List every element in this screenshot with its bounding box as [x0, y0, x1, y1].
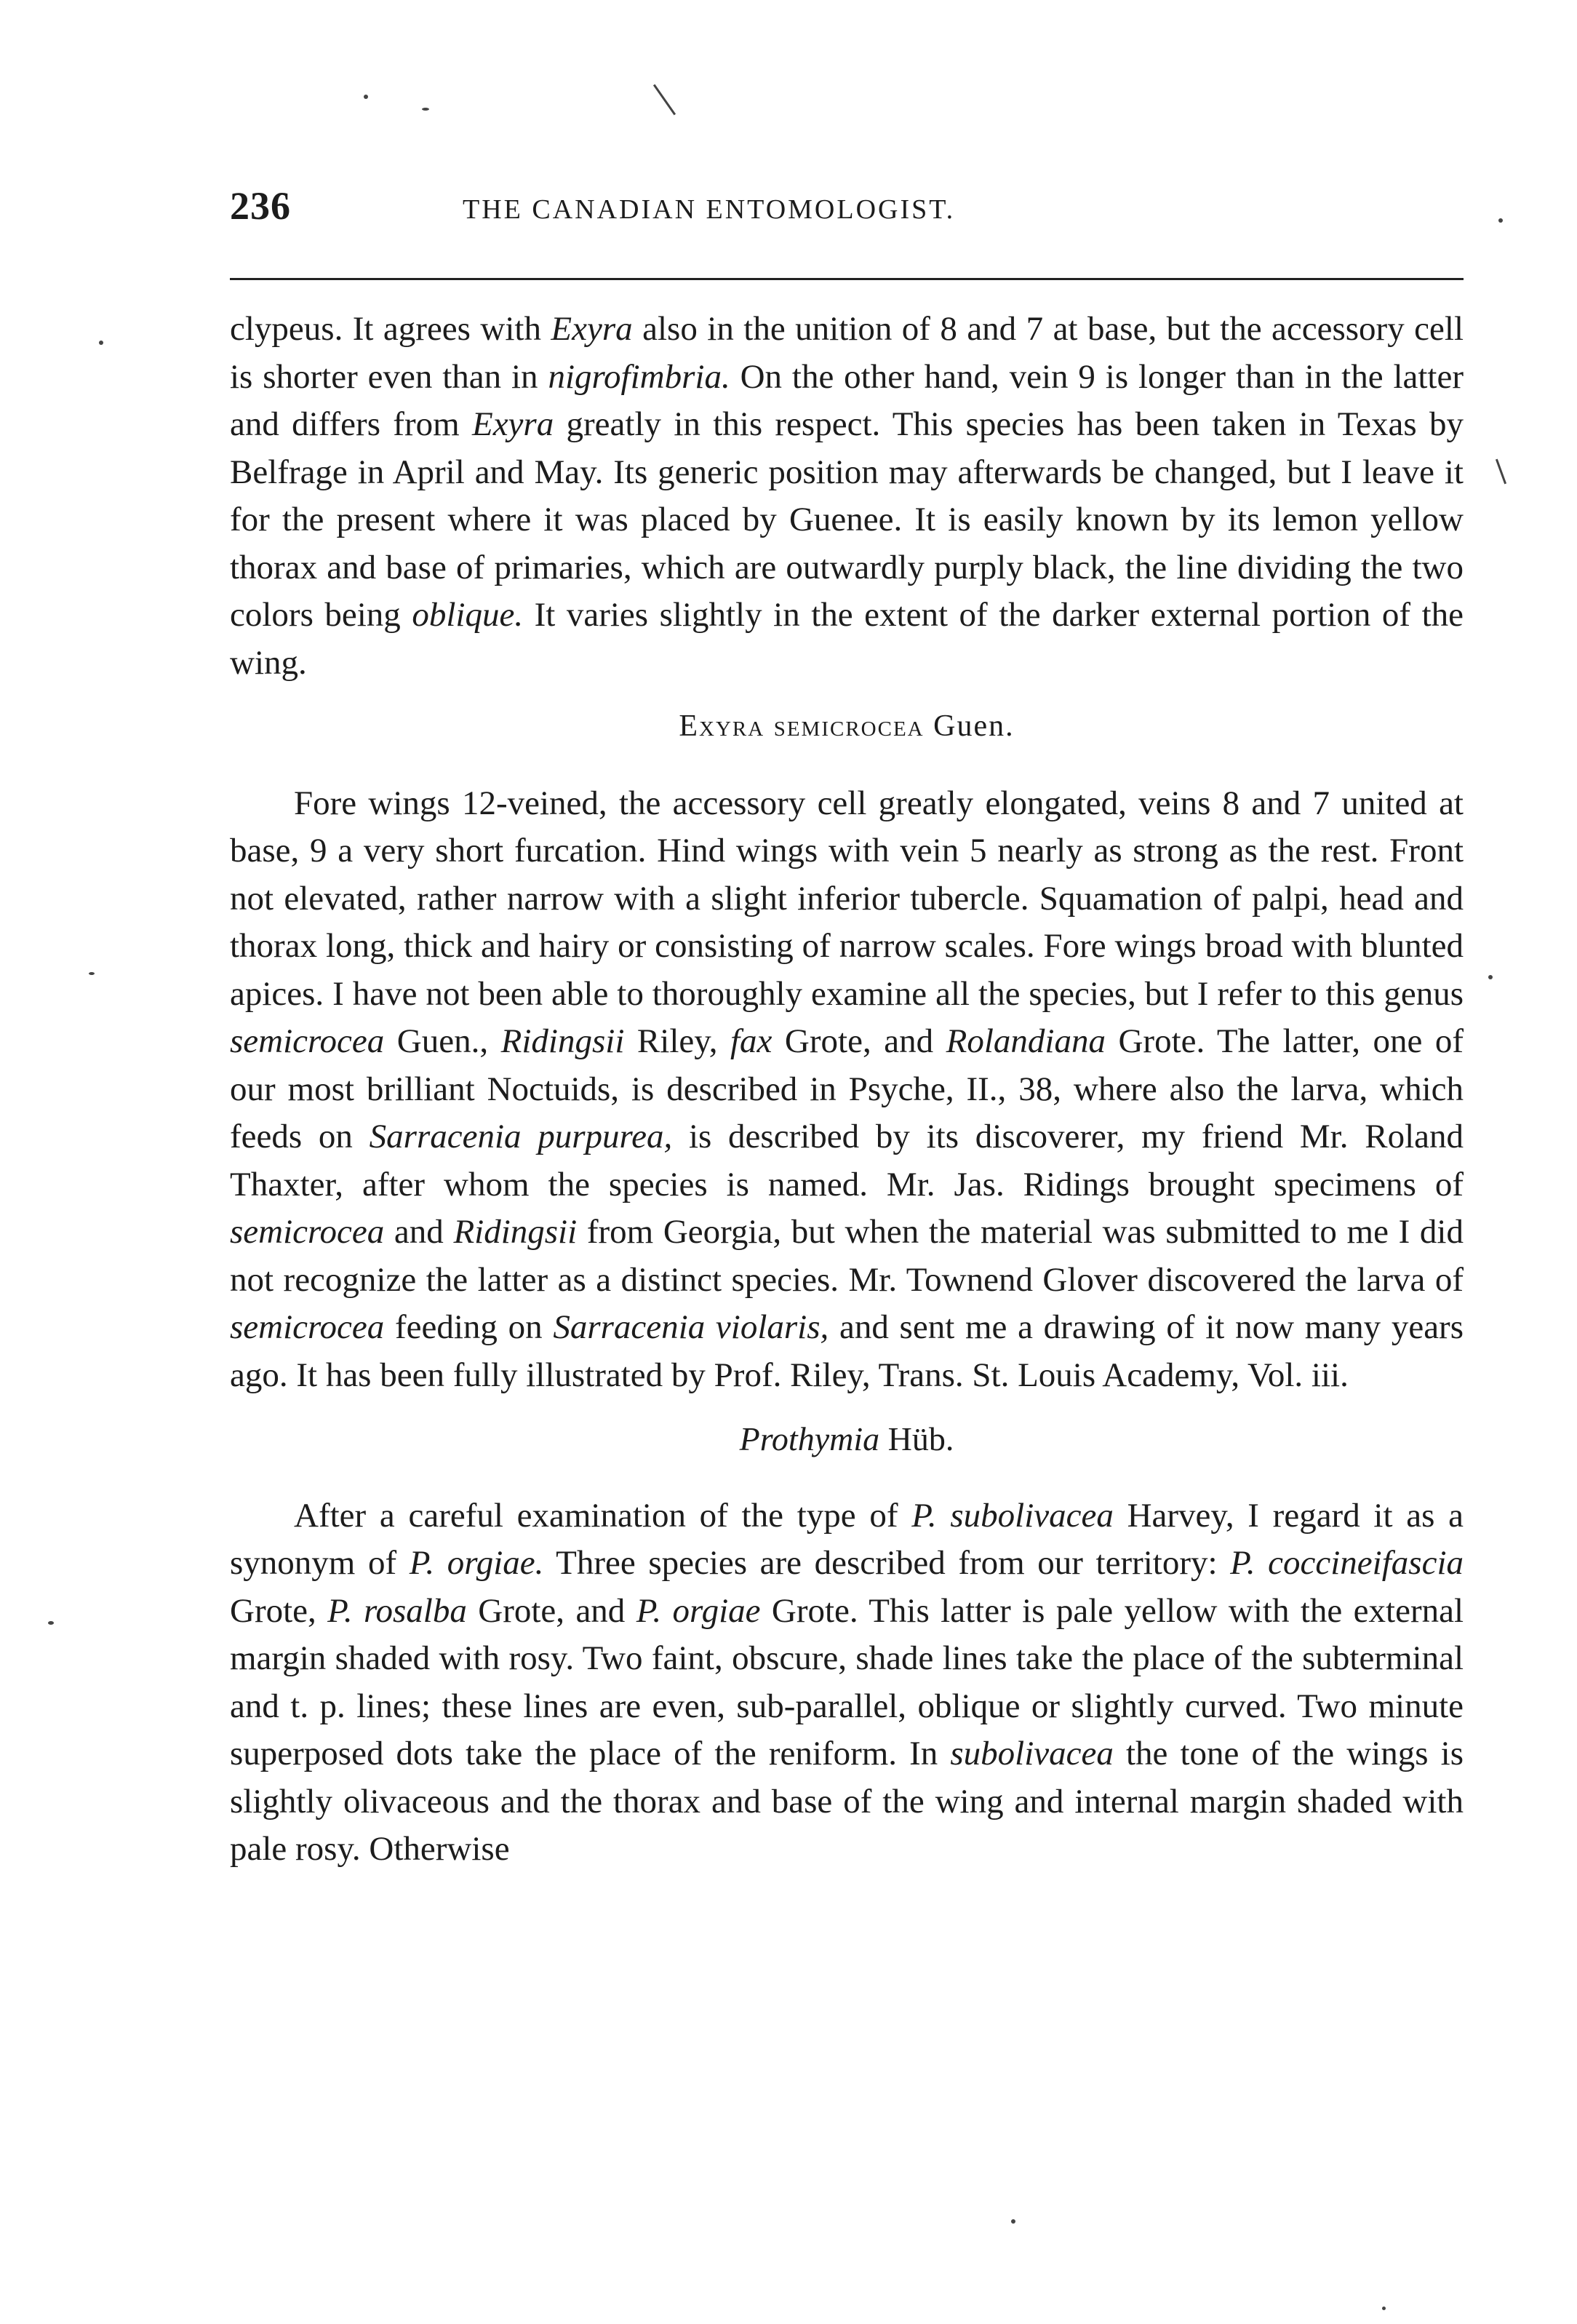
text-run: Guen.,: [384, 1022, 501, 1060]
text-run: Three species are described from our territory:: [543, 1544, 1231, 1582]
scan-speck: [1488, 975, 1493, 979]
text-run: and: [384, 1213, 454, 1251]
scan-mark: [653, 84, 676, 116]
scan-speck: [99, 341, 103, 345]
text-run: Grote, and: [772, 1022, 946, 1060]
italic-run: semicrocea: [230, 1213, 385, 1251]
scan-speck: [1011, 2219, 1015, 2224]
italic-run: fax: [730, 1022, 772, 1060]
heading-author: Guen.: [933, 709, 1015, 743]
heading-author: Hüb.: [887, 1420, 954, 1457]
scan-mark: [1496, 459, 1506, 485]
scan-speck: [1382, 2307, 1386, 2310]
text-run: greatly in this respect. This species has been taken in Texas by Belfrage in April and May. Its generic position may afterwards be changed, but I leave it for the present where it was placed by Guenee. It is easily known by its lemon yellow thorax and base of primaries, which are outwardly purply black, the line dividing the two colors being: [230, 405, 1464, 634]
italic-run: Sarracenia violaris,: [553, 1308, 829, 1346]
italic-run: Ridingsii: [500, 1022, 625, 1060]
italic-run: Rolandiana: [946, 1022, 1106, 1060]
page-number: 236: [230, 184, 291, 228]
text-run: from Georgia, but when the material was submitted to me I did not recognize the latter as a distinct species. Mr. Townend Glover discovered the larva of: [230, 1213, 1464, 1299]
text-run: Grote. This latter is pale yellow with the external margin shaded with rosy. Two faint, obscure, shade lines take the place of the subterminal and t. p. lines; these lines are even, sub-parallel, oblique or slightly curved. Two minute superposed dots take the place of the reniform. In: [230, 1591, 1464, 1772]
text-run: also in the unition of 8 and 7 at base, but the accessory cell is shorter even than in: [230, 310, 1464, 396]
text-run: Harvey, I regard it as a synonym of: [230, 1496, 1464, 1582]
italic-run: Exyra: [471, 405, 554, 443]
italic-run: semicrocea: [230, 1308, 385, 1346]
text-run: clypeus. It agrees with: [230, 310, 551, 348]
italic-run: P. coccineifascia: [1230, 1544, 1464, 1582]
heading-genus: Exyra: [679, 709, 765, 743]
header-rule: [230, 278, 1464, 280]
text-run: Grote. The latter, one of our most brilliant Noctuids, is described in Psyche, II., 38, where also the larva, which feeds on: [230, 1022, 1464, 1155]
italic-run: P. rosalba: [327, 1591, 467, 1630]
scan-speck: [364, 95, 368, 99]
scan-speck: [89, 972, 95, 975]
italic-run: nigrofimbria.: [548, 357, 730, 396]
text-run: Fore wings 12-veined, the accessory cell greatly elongated, veins 8 and 7 united at base, 9 a very short furcation. Hind wings with vein 5 nearly as strong as the rest. Front not elevated, rather narrow with a slight inferior tubercle. Squamation of palpi, head and thorax long, thick and hairy or consisting of narrow scales. Fore wings broad with blunted apices. I have not been able to thoroughly examine all the species, but I refer to this genus: [230, 784, 1464, 1013]
italic-run: Sarracenia purpurea,: [369, 1118, 673, 1155]
text-run: Riley,: [624, 1022, 730, 1060]
italic-run: Ridingsii: [453, 1213, 578, 1251]
text-run: the tone of the wings is slightly olivaceous and the thorax and base of the wing and internal margin shaded with pale rosy. Otherwise: [230, 1735, 1464, 1868]
body-text: [230, 306, 1464, 1874]
text-run: After a careful examination of the type of: [294, 1496, 912, 1535]
text-run: On the other hand, vein 9 is longer than in the latter and differs from: [230, 357, 1464, 443]
italic-run: Exyra: [551, 310, 633, 348]
italic-run: oblique.: [412, 596, 524, 634]
page-header: [230, 183, 1466, 249]
italic-run: P. orgiae.: [409, 1544, 544, 1582]
text-run: feeding on: [384, 1308, 554, 1346]
text-run: and sent me a drawing of it now many years ago. It has been fully illustrated by Prof. Riley, Trans. St. Louis Academy, Vol. iii.: [230, 1308, 1464, 1394]
paragraph-1: [230, 306, 1464, 687]
text-run: Grote, and: [466, 1591, 636, 1630]
heading-genus: Prothymia: [739, 1420, 880, 1457]
italic-run: subolivacea: [950, 1735, 1114, 1772]
paragraph-2: [230, 780, 1464, 1400]
paragraph-3: [230, 1492, 1464, 1874]
text-run: It varies slightly in the extent of the darker external portion of the wing.: [230, 596, 1464, 682]
section-heading-prothymia: [230, 1415, 1464, 1463]
text-run: Grote,: [230, 1591, 328, 1630]
scan-speck: [48, 1621, 54, 1625]
text-run: is described by its discoverer, my friend Mr. Roland Thaxter, after whom the species is named. Mr. Jas. Ridings brought specimens of: [230, 1118, 1464, 1203]
heading-species: semicrocea: [773, 709, 925, 743]
running-title: THE CANADIAN ENTOMOLOGIST.: [463, 194, 956, 225]
italic-run: P. subolivacea: [911, 1496, 1114, 1535]
scan-speck: [422, 108, 429, 111]
section-heading-exyra: [230, 703, 1464, 751]
italic-run: P. orgiae: [636, 1591, 761, 1630]
scan-speck: [1498, 218, 1503, 223]
italic-run: semicrocea: [230, 1022, 385, 1060]
